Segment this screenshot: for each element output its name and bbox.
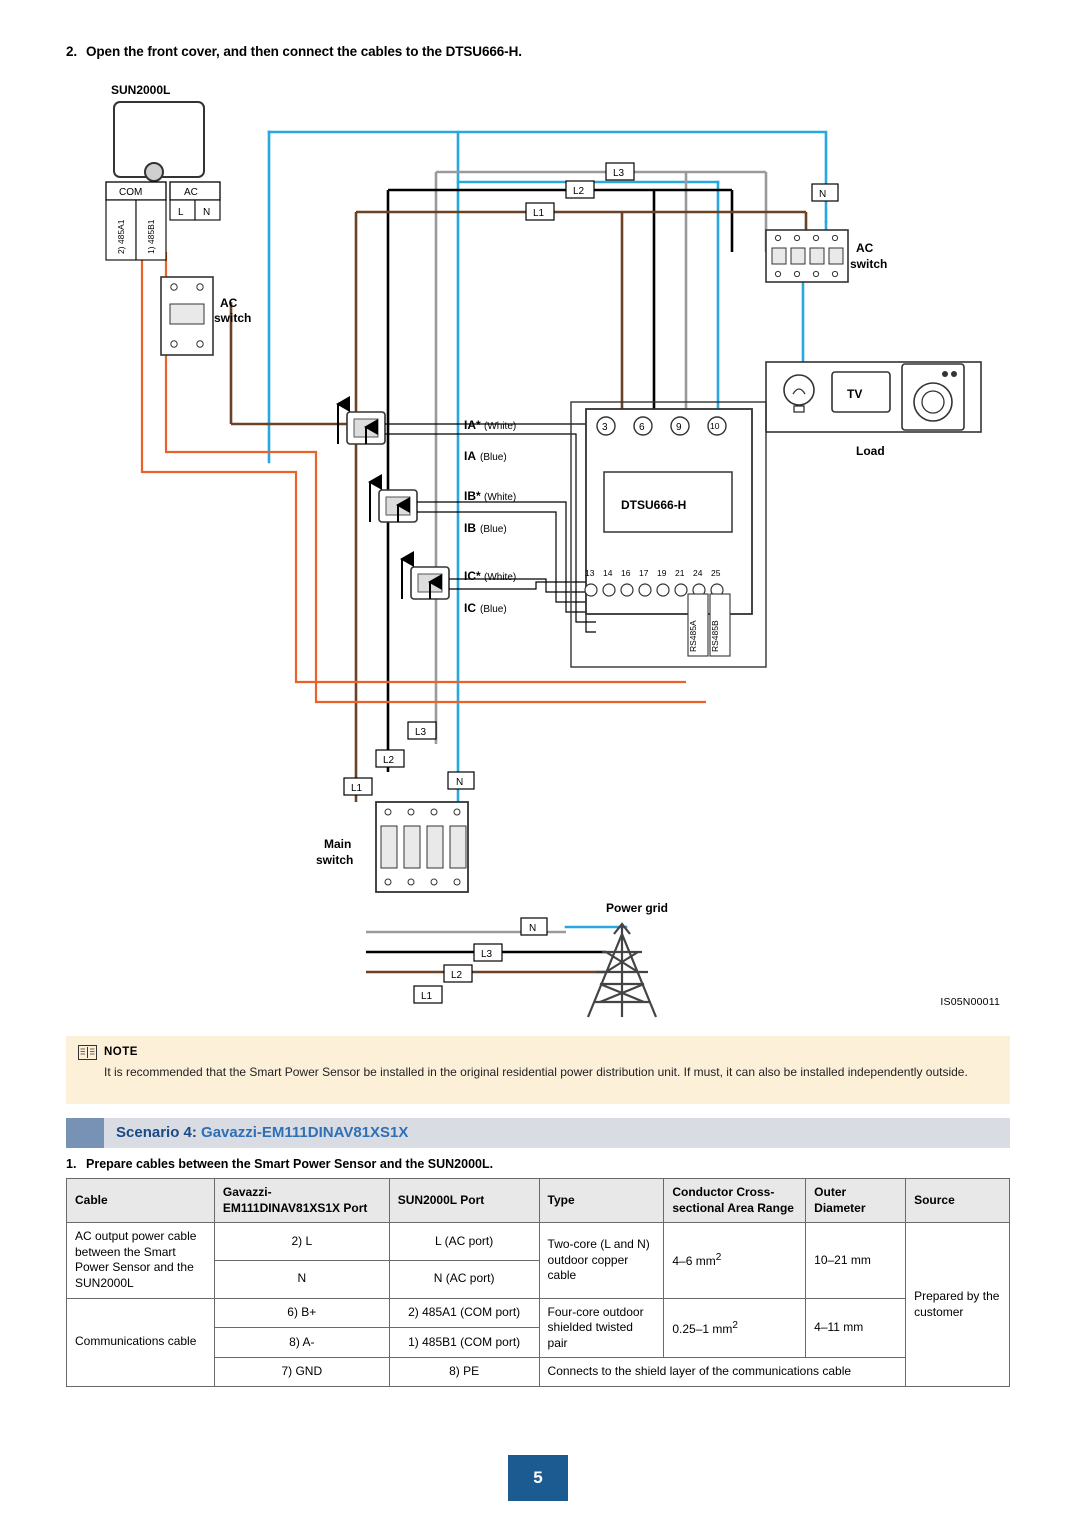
note-body: It is recommended that the Smart Power Sensor be installed in the original residential power distribution unit. If must, it can also be installed independently outside. [104, 1065, 968, 1079]
note-icon [78, 1045, 97, 1060]
substep-number: 1. [66, 1157, 77, 1171]
svg-text:(White): (White) [484, 492, 517, 503]
diagram-code: IS05N00011 [940, 996, 1000, 1008]
cell-sensor-port: N [214, 1260, 389, 1298]
label-load: Load [856, 444, 885, 458]
svg-text:L3: L3 [415, 727, 427, 738]
cell-type-span: Connects to the shield layer of the communications cable [539, 1358, 906, 1387]
svg-text:19: 19 [657, 568, 667, 578]
svg-text:TV: TV [847, 387, 863, 401]
cell-area: 0.25–1 $mm^2$ [664, 1298, 806, 1358]
scenario-tick [66, 1118, 104, 1148]
svg-text:RS485B: RS485B [710, 620, 720, 652]
cell-area: 4–6 $mm^2$ [664, 1223, 806, 1298]
th-cable: Cable [67, 1179, 215, 1223]
cell-cable-ac: AC output power cable between the Smart Power Sensor and the SUN2000L [67, 1223, 215, 1298]
svg-text:L3: L3 [481, 949, 493, 960]
svg-text:L2: L2 [383, 755, 395, 766]
svg-text:IC: IC [464, 601, 476, 615]
cell-diameter: 10–21 mm [806, 1223, 906, 1298]
label-power-grid: Power grid [606, 901, 669, 915]
th-source: Source [906, 1179, 1010, 1223]
svg-text:3: 3 [602, 422, 608, 433]
svg-text:L1: L1 [421, 991, 433, 1002]
svg-text:1) 485B1: 1) 485B1 [146, 219, 156, 254]
scenario-prefix: Scenario 4: [116, 1124, 202, 1141]
svg-text:switch: switch [316, 853, 354, 867]
cell-sun-port: 1) 485B1 (COM port) [389, 1328, 539, 1358]
cell-cable-comms: Communications cable [67, 1298, 215, 1386]
th-type: Type [539, 1179, 664, 1223]
svg-text:switch: switch [214, 311, 252, 325]
svg-text:10: 10 [710, 421, 720, 431]
svg-text:14: 14 [603, 568, 613, 578]
svg-text:(Blue): (Blue) [480, 452, 507, 463]
page-number: 5 [508, 1455, 568, 1501]
svg-text:IA*: IA* [464, 418, 481, 432]
wiring-diagram [66, 72, 1010, 1022]
label-meter: DTSU666-H [621, 498, 687, 512]
cable-spec-table [66, 1178, 1010, 1387]
svg-text:N: N [529, 923, 537, 934]
svg-text:L2: L2 [451, 970, 463, 981]
cell-type: Two-core (L and N) outdoor copper cable [539, 1223, 664, 1298]
step-text: Open the front cover, and then connect the cables to the DTSU666-H. [86, 44, 522, 59]
svg-text:L3: L3 [613, 168, 625, 179]
svg-text:21: 21 [675, 568, 685, 578]
cell-sun-port: N (AC port) [389, 1260, 539, 1298]
svg-text:6: 6 [639, 422, 645, 433]
th-sensor-port: Gavazzi-EM111DINAV81XS1X Port [214, 1179, 389, 1223]
cell-sun-port: L (AC port) [389, 1223, 539, 1261]
cell-source: Prepared by the customer [906, 1223, 1010, 1387]
th-sun2000l-port: SUN2000L Port [389, 1179, 539, 1223]
scenario-name: Gavazzi-EM111DINAV81XS1X [201, 1124, 409, 1141]
svg-text:L1: L1 [351, 783, 363, 794]
cell-type: Four-core outdoor shielded twisted pair [539, 1298, 664, 1358]
cell-sun-port: 8) PE [389, 1358, 539, 1387]
svg-text:L: L [178, 207, 184, 218]
cell-sensor-port: 6) B+ [214, 1298, 389, 1328]
step-number: 2. [66, 44, 78, 59]
svg-text:N: N [456, 777, 464, 788]
svg-text:(White): (White) [484, 572, 517, 583]
svg-text:2) 485A1: 2) 485A1 [116, 219, 126, 254]
svg-text:(White): (White) [484, 421, 517, 432]
svg-text:24: 24 [693, 568, 703, 578]
svg-text:IB: IB [464, 521, 476, 535]
svg-text:N: N [203, 207, 211, 218]
th-diameter: Outer Diameter [806, 1179, 906, 1223]
svg-text:(Blue): (Blue) [480, 604, 507, 615]
cell-sun-port: 2) 485A1 (COM port) [389, 1298, 539, 1328]
step-heading [66, 44, 522, 59]
svg-text:AC: AC [220, 296, 238, 310]
substep-text: Prepare cables between the Smart Power Sensor and the SUN2000L. [86, 1157, 494, 1171]
svg-text:switch: switch [850, 257, 888, 271]
note-title: NOTE [104, 1046, 138, 1058]
svg-text:N: N [819, 189, 827, 200]
table-row [67, 1298, 1010, 1328]
cell-sensor-port: 8) A- [214, 1328, 389, 1358]
svg-text:Main: Main [324, 837, 352, 851]
svg-text:IA: IA [464, 449, 476, 463]
svg-text:COM: COM [119, 187, 143, 198]
table-row [67, 1223, 1010, 1261]
svg-text:RS485A: RS485A [688, 620, 698, 652]
cell-sensor-port: 2) L [214, 1223, 389, 1261]
cell-diameter: 4–11 mm [806, 1298, 906, 1358]
scenario-heading [66, 1118, 1010, 1148]
svg-text:L1: L1 [533, 208, 545, 219]
svg-text:(Blue): (Blue) [480, 524, 507, 535]
svg-text:L2: L2 [573, 186, 585, 197]
scenario-text [116, 1124, 408, 1141]
svg-text:IB*: IB* [464, 489, 481, 503]
svg-text:25: 25 [711, 568, 721, 578]
th-area: Conductor Cross-sectional Area Range [664, 1179, 806, 1223]
label-sun2000l: SUN2000L [111, 83, 171, 97]
svg-text:AC: AC [184, 187, 198, 198]
svg-text:AC: AC [856, 241, 874, 255]
cell-sensor-port: 7) GND [214, 1358, 389, 1387]
svg-text:16: 16 [621, 568, 631, 578]
substep-heading [66, 1157, 493, 1171]
svg-text:13: 13 [585, 568, 595, 578]
svg-text:9: 9 [676, 422, 682, 433]
table-header-row [67, 1179, 1010, 1223]
svg-text:17: 17 [639, 568, 649, 578]
note-box [66, 1036, 1010, 1104]
svg-text:IC*: IC* [464, 569, 481, 583]
